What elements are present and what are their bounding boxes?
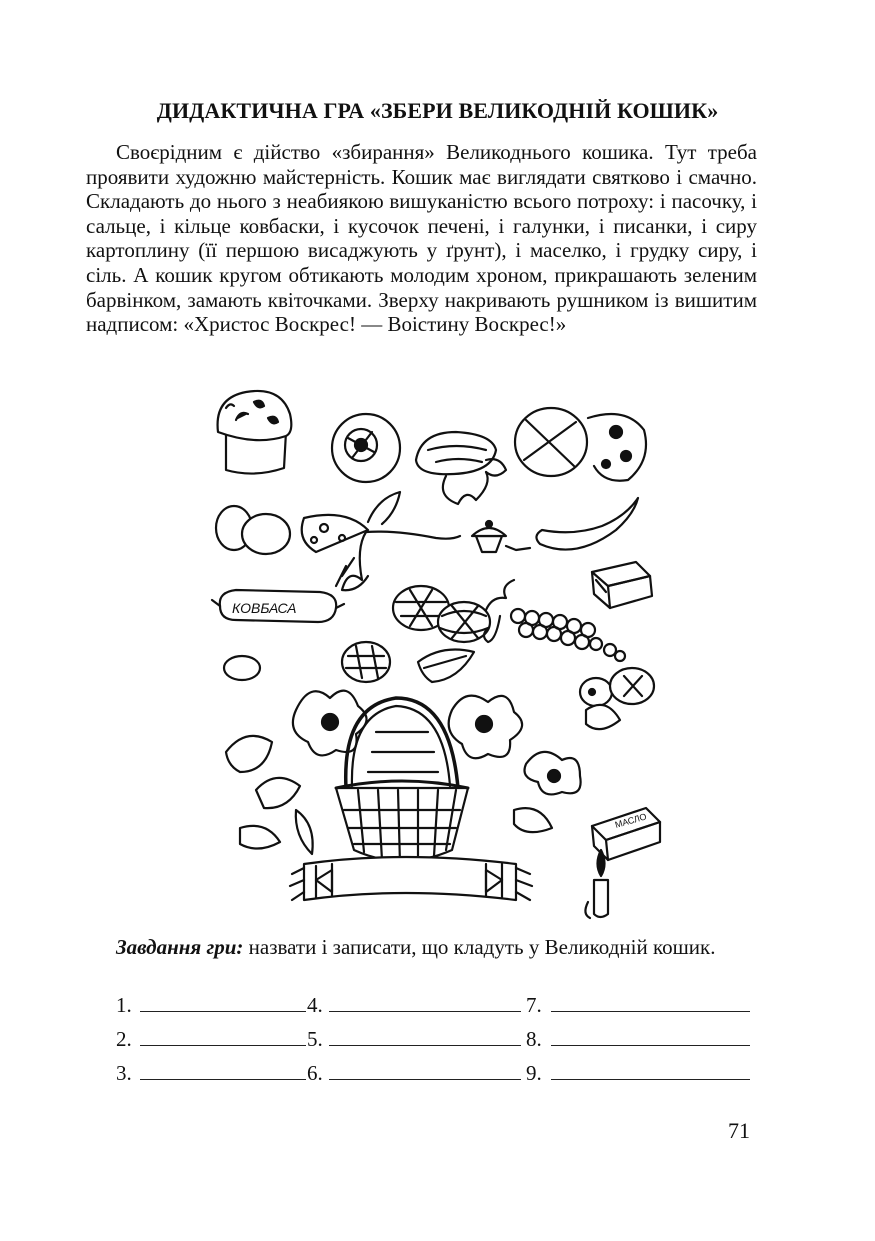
answer-line-5[interactable]: [329, 1045, 521, 1046]
answer-item: [307, 1028, 323, 1050]
answer-line-6[interactable]: [329, 1079, 521, 1080]
banana-icon: [536, 498, 638, 550]
answer-item: [526, 1028, 542, 1050]
candle-icon: [585, 850, 608, 918]
answer-number: 6.: [307, 1061, 323, 1085]
pysanka-small-icon: [342, 642, 390, 682]
answer-number: 5.: [307, 1027, 323, 1051]
answer-line-3[interactable]: [140, 1079, 306, 1080]
answer-item: [307, 994, 323, 1016]
ham-icon: [515, 408, 646, 481]
answer-item: [526, 994, 542, 1016]
task-paragraph: [86, 934, 753, 960]
answer-number: 1.: [116, 993, 132, 1017]
answer-item: [526, 1062, 542, 1084]
rushnyk-icon: [290, 857, 532, 900]
answer-item: [116, 994, 132, 1016]
answer-line-7[interactable]: [551, 1011, 750, 1012]
easter-basket-illustration: [196, 380, 668, 928]
intro-paragraph: Своєрідним є дійство «збирання» Великоднього кошика. Тут треба проявити художню майстерність. Кошик має виглядати святково і смачно. Складають до нього з неабиякою вишуканістю всього потроху: і пасочку, і сальце, і кільце ковбаски, і кусочок печені, і галунки, і писанки, і сиру картоплину (її першою висаджують у ґрунт), і маселко, і грудку сиру, і сіль. А кошик кругом обтикають молодим хроном, прикрашають зеленим барвінком, замають квіточками. Зверху накривають рушником із вишитим надписом: «Христос Воскрес! — Воістину Воскрес!»: [86, 140, 757, 337]
answer-number: 3.: [116, 1061, 132, 1085]
page-number: 71: [728, 1118, 750, 1143]
page-title: ДИДАКТИЧНА ГРА «ЗБЕРИ ВЕЛИКОДНІЙ КОШИК»: [156, 98, 719, 123]
answer-number: 2.: [116, 1027, 132, 1051]
kovbasa-label: КОВБАСА: [232, 600, 297, 616]
kovbasa-icon: [212, 590, 344, 622]
answer-line-4[interactable]: [329, 1011, 521, 1012]
sausage-link-icon: [416, 432, 506, 504]
pysanka-striped-icon: [438, 602, 490, 642]
task-text: назвати і записати, що кладуть у Великодній кошик.: [243, 935, 716, 959]
flowers-right-icon: [449, 696, 620, 833]
answer-line-8[interactable]: [551, 1045, 750, 1046]
beet-icon: [332, 414, 400, 482]
answer-line-1[interactable]: [140, 1011, 306, 1012]
answer-item: [116, 1028, 132, 1050]
eggs-icon: [216, 506, 290, 554]
answer-item: [116, 1062, 132, 1084]
paska-icon: [218, 391, 292, 474]
leaf-icon: [418, 650, 474, 682]
answer-line-9[interactable]: [551, 1079, 750, 1080]
answer-number: 8.: [526, 1027, 542, 1051]
answer-item: [307, 1062, 323, 1084]
butter-label: МАСЛО: [613, 811, 648, 830]
potato-icon: [224, 656, 260, 680]
grapes-icon: [484, 580, 625, 661]
horseradish-icon: [336, 492, 460, 590]
cupcake-icon: [472, 521, 530, 552]
answer-number: 7.: [526, 993, 542, 1017]
cheese-icon: [302, 515, 368, 552]
cheese-slices-icon: [580, 668, 654, 706]
answer-number: 4.: [307, 993, 323, 1017]
answer-line-2[interactable]: [140, 1045, 306, 1046]
answer-number: 9.: [526, 1061, 542, 1085]
task-label: Завдання гри:: [116, 935, 244, 959]
salo-icon: [592, 562, 652, 608]
